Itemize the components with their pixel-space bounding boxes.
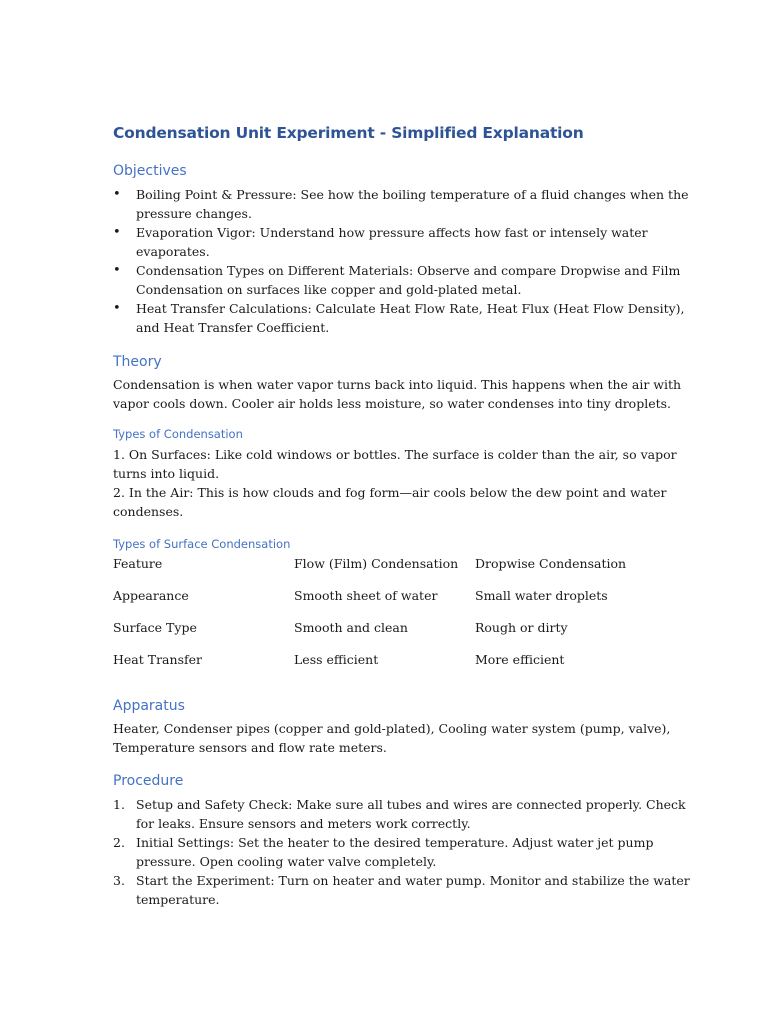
table-cell: Rough or dirty (475, 620, 568, 635)
list-item: 3. Start the Experiment: Turn on heater and water pump. Monitor and stabilize the water temperature. (113, 873, 690, 907)
surface-types-heading: Types of Surface Condensation (113, 537, 291, 551)
table-row (113, 620, 655, 652)
bullet-icon: • (113, 225, 121, 240)
objectives-heading: Objectives (113, 163, 187, 179)
bullet-icon: • (113, 301, 121, 316)
bullet-icon: • (113, 263, 121, 278)
table-row (113, 556, 655, 588)
item-number: 2. (113, 835, 125, 850)
item-number: 3. (113, 873, 125, 888)
apparatus-paragraph: Heater, Condenser pipes (copper and gold-plated), Cooling water system (pump, valve), Temperature sensors and flow rate meters. (113, 721, 671, 755)
table-cell: Surface Type (113, 620, 197, 635)
item-number: 1. (113, 797, 125, 812)
document-title: Condensation Unit Experiment - Simplified Explanation (113, 124, 584, 142)
objectives-list (113, 185, 689, 337)
table-cell: Smooth and clean (294, 620, 408, 635)
types-paragraph: 1. On Surfaces: Like cold windows or bottles. The surface is colder than the air, so vapor turns into liquid. 2. In the Air: This is how clouds and fog form—air cools below the dew point and water condenses. (113, 447, 677, 519)
list-item: • Evaporation Vigor: Understand how pressure affects how fast or intensely water evaporates. (113, 225, 648, 259)
procedure-list (113, 795, 690, 909)
list-item: 1. Setup and Safety Check: Make sure all tubes and wires are connected properly. Check for leaks. Ensure sensors and meters work correctly. (113, 797, 686, 831)
apparatus-heading: Apparatus (113, 698, 185, 714)
table-cell: Dropwise Condensation (475, 556, 627, 571)
table-row (113, 588, 655, 620)
comparison-table (113, 556, 655, 684)
theory-paragraph: Condensation is when water vapor turns back into liquid. This happens when the air with vapor cools down. Cooler air holds less moisture, so water condenses into tiny droplets. (113, 377, 682, 411)
theory-heading: Theory (113, 354, 162, 370)
table-cell: Flow (Film) Condensation (294, 556, 459, 571)
list-item: • Heat Transfer Calculations: Calculate Heat Flow Rate, Heat Flux (Heat Flow Density), and Heat Transfer Coefficient. (113, 301, 685, 335)
table-cell: Smooth sheet of water (294, 588, 438, 603)
table-cell: Heat Transfer (113, 652, 202, 667)
table-cell: Less efficient (294, 652, 379, 667)
table-cell: More efficient (475, 652, 565, 667)
types-heading: Types of Condensation (113, 427, 243, 441)
table-cell: Small water droplets (475, 588, 608, 603)
list-item: • Boiling Point & Pressure: See how the boiling temperature of a fluid changes when the pressure changes. (113, 187, 689, 221)
list-item: 2. Initial Settings: Set the heater to the desired temperature. Adjust water jet pump pressure. Open cooling water valve completely. (113, 835, 654, 869)
list-item: • Condensation Types on Different Materials: Observe and compare Dropwise and Film Condensation on surfaces like copper and gold-plated metal. (113, 263, 681, 297)
table-cell: Appearance (113, 588, 189, 603)
table-row (113, 652, 655, 684)
table-cell: Feature (113, 556, 163, 571)
procedure-heading: Procedure (113, 773, 184, 789)
bullet-icon: • (113, 187, 121, 202)
